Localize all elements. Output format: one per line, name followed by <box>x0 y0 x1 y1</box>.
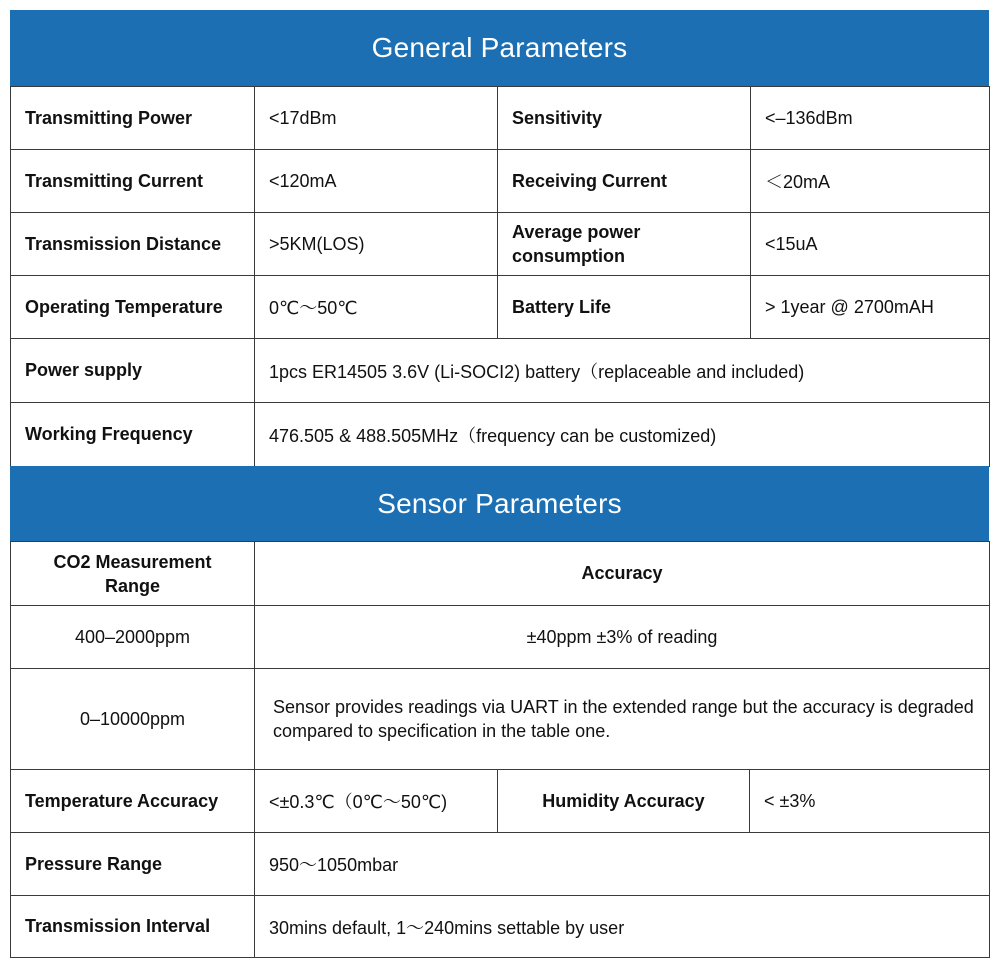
row-label: Pressure Range <box>11 833 255 896</box>
row-value: < ±3% <box>750 770 990 833</box>
table-row <box>11 87 990 150</box>
row-value: <–136dBm <box>751 87 990 150</box>
row-value: > 1year @ 2700mAH <box>751 276 990 339</box>
row-value: <±0.3℃（0℃～50℃) <box>255 770 498 833</box>
co2-accuracy-value: ±40ppm ±3% of reading <box>255 606 990 669</box>
row-label: Transmitting Current <box>11 150 255 213</box>
table-row <box>11 896 990 958</box>
table-row <box>11 606 990 669</box>
row-label: Humidity Accuracy <box>498 770 750 833</box>
table-row <box>11 403 990 467</box>
row-value: <15uA <box>751 213 990 276</box>
sensor-misc-table <box>10 832 990 958</box>
row-value: ＜20mA <box>751 150 990 213</box>
table-row <box>11 833 990 896</box>
general-parameters-header <box>10 10 989 86</box>
co2-accuracy-value: Sensor provides readings via UART in the extended range but the accuracy is degraded compared to specification in the table one. <box>255 669 990 770</box>
sensor-parameters-header <box>10 466 989 541</box>
co2-accuracy-header: Accuracy <box>255 542 990 606</box>
table-row <box>11 770 990 833</box>
row-value: <120mA <box>255 150 498 213</box>
general-parameters-table <box>10 86 990 467</box>
row-label: Transmission Distance <box>11 213 255 276</box>
row-label: Average power consumption <box>498 213 751 276</box>
table-row <box>11 669 990 770</box>
row-label: Battery Life <box>498 276 751 339</box>
row-label: Receiving Current <box>498 150 751 213</box>
row-label: Temperature Accuracy <box>11 770 255 833</box>
row-label: Transmission Interval <box>11 896 255 958</box>
row-value: 1pcs ER14505 3.6V (Li-SOCI2) battery（replaceable and included) <box>255 339 990 403</box>
table-row <box>11 213 990 276</box>
row-label: Transmitting Power <box>11 87 255 150</box>
row-value: >5KM(LOS) <box>255 213 498 276</box>
row-value: 0℃～50℃ <box>255 276 498 339</box>
co2-range-value: 400–2000ppm <box>11 606 255 669</box>
row-label: Sensitivity <box>498 87 751 150</box>
row-value: 30mins default, 1～240mins settable by user <box>255 896 990 958</box>
sensor-accuracy-table <box>10 769 990 833</box>
table-row <box>11 339 990 403</box>
row-value: 476.505 & 488.505MHz（frequency can be customized) <box>255 403 990 467</box>
row-label: Power supply <box>11 339 255 403</box>
table-row <box>11 276 990 339</box>
co2-range-header: CO2 Measurement Range <box>11 542 255 606</box>
row-value: 950～1050mbar <box>255 833 990 896</box>
sensor-parameters-title: Sensor Parameters <box>377 487 622 519</box>
row-label: Operating Temperature <box>11 276 255 339</box>
general-parameters-title: General Parameters <box>371 32 628 63</box>
table-row <box>11 542 990 606</box>
co2-range-value: 0–10000ppm <box>11 669 255 770</box>
table-row <box>11 150 990 213</box>
co2-table <box>10 541 990 770</box>
row-label: Working Frequency <box>11 403 255 467</box>
row-value: <17dBm <box>255 87 498 150</box>
